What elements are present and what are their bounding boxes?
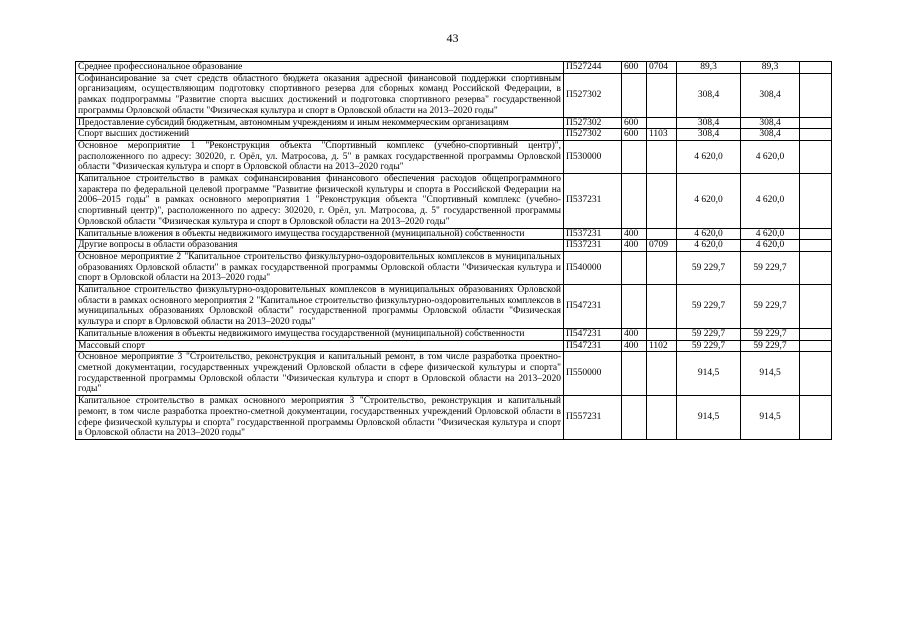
amount-cell: 89,3 bbox=[677, 62, 741, 74]
amount-total-cell: 308,4 bbox=[741, 73, 800, 117]
amount-cell: 308,4 bbox=[677, 73, 741, 117]
section-cell bbox=[647, 73, 677, 117]
expense-type-cell bbox=[622, 73, 647, 117]
empty-cell bbox=[800, 285, 832, 329]
target-code-cell: П527302 bbox=[564, 73, 622, 117]
amount-total-cell: 914,5 bbox=[741, 396, 800, 440]
empty-cell bbox=[800, 62, 832, 74]
empty-cell bbox=[800, 174, 832, 229]
table-body bbox=[76, 62, 832, 440]
target-code-cell: П537231 bbox=[564, 240, 622, 252]
table-row bbox=[76, 117, 832, 129]
amount-cell: 308,4 bbox=[677, 117, 741, 129]
table-row bbox=[76, 140, 832, 173]
section-cell bbox=[647, 328, 677, 340]
target-code-cell: П527302 bbox=[564, 129, 622, 141]
item-name-cell: Массовый спорт bbox=[76, 340, 564, 352]
amount-total-cell: 914,5 bbox=[741, 352, 800, 396]
amount-cell: 59 229,7 bbox=[677, 340, 741, 352]
expense-type-cell bbox=[622, 251, 647, 284]
empty-cell bbox=[800, 328, 832, 340]
empty-cell bbox=[800, 340, 832, 352]
section-cell bbox=[647, 352, 677, 396]
table-row bbox=[76, 129, 832, 141]
empty-cell bbox=[800, 117, 832, 129]
item-name-cell: Капитальные вложения в объекты недвижимого имущества государственной (муниципальной) собственности bbox=[76, 228, 564, 240]
amount-total-cell: 4 620,0 bbox=[741, 240, 800, 252]
section-cell bbox=[647, 251, 677, 284]
expense-type-cell bbox=[622, 396, 647, 440]
table-row bbox=[76, 73, 832, 117]
amount-total-cell: 308,4 bbox=[741, 117, 800, 129]
amount-cell: 4 620,0 bbox=[677, 174, 741, 229]
expense-type-cell bbox=[622, 285, 647, 329]
amount-cell: 914,5 bbox=[677, 352, 741, 396]
section-cell bbox=[647, 174, 677, 229]
table-row bbox=[76, 396, 832, 440]
item-name-cell: Другие вопросы в области образования bbox=[76, 240, 564, 252]
item-name-cell: Капитальные вложения в объекты недвижимого имущества государственной (муниципальной) собственности bbox=[76, 328, 564, 340]
amount-total-cell: 59 229,7 bbox=[741, 328, 800, 340]
table-row bbox=[76, 251, 832, 284]
section-cell: 0704 bbox=[647, 62, 677, 74]
table-row bbox=[76, 285, 832, 329]
expense-type-cell: 600 bbox=[622, 117, 647, 129]
expense-type-cell: 600 bbox=[622, 129, 647, 141]
amount-cell: 308,4 bbox=[677, 129, 741, 141]
amount-total-cell: 59 229,7 bbox=[741, 285, 800, 329]
expense-type-cell: 400 bbox=[622, 228, 647, 240]
target-code-cell: П547231 bbox=[564, 328, 622, 340]
amount-cell: 4 620,0 bbox=[677, 240, 741, 252]
item-name-cell: Капитальное строительство в рамках софинансирования финансового обеспечения расходов общепрограммного характера по федеральной целевой программе "Развитие физической культуры и спорта в Российской Федерации на 2006–2015 годы" в рамках основного мероприятия 1 "Реконструкция объекта "Спортивный комплекс (учебно-спортивный центр)", расположенного по адресу: 302020, г. Орёл, ул. Матросова, д. 5" государственной программы Орловской области "Физическая культура и спорт в Орловской области на 2013–2020 годы" bbox=[76, 174, 564, 229]
amount-total-cell: 4 620,0 bbox=[741, 140, 800, 173]
target-code-cell: П540000 bbox=[564, 251, 622, 284]
empty-cell bbox=[800, 129, 832, 141]
target-code-cell: П527244 bbox=[564, 62, 622, 74]
section-cell bbox=[647, 396, 677, 440]
page-number: 43 bbox=[446, 31, 459, 45]
section-cell bbox=[647, 228, 677, 240]
table-row bbox=[76, 328, 832, 340]
amount-total-cell: 308,4 bbox=[741, 129, 800, 141]
expense-type-cell: 400 bbox=[622, 240, 647, 252]
table-row bbox=[76, 340, 832, 352]
empty-cell bbox=[800, 396, 832, 440]
section-cell: 1103 bbox=[647, 129, 677, 141]
empty-cell bbox=[800, 240, 832, 252]
section-cell bbox=[647, 117, 677, 129]
target-code-cell: П530000 bbox=[564, 140, 622, 173]
amount-total-cell: 59 229,7 bbox=[741, 251, 800, 284]
table-row bbox=[76, 174, 832, 229]
item-name-cell: Капитальное строительство в рамках основного мероприятия 3 "Строительство, реконструкция и капитальный ремонт, в том числе разработка проектно-сметной документации, государственных учреждений Орловской области в сфере физической культуры и спорта" государственной программы Орловской области "Физическая культура и спорт в Орловской области на 2013–2020 годы" bbox=[76, 396, 564, 440]
empty-cell bbox=[800, 140, 832, 173]
amount-cell: 59 229,7 bbox=[677, 251, 741, 284]
target-code-cell: П550000 bbox=[564, 352, 622, 396]
item-name-cell: Основное мероприятие 3 "Строительство, реконструкция и капитальный ремонт, в том числе разработка проектно-сметной документации, государственных учреждений Орловской области в сфере физической культуры и спорта" государственной программы Орловской области "Физическая культура и спорт в Орловской области на 2013–2020 годы" bbox=[76, 352, 564, 396]
section-cell: 0709 bbox=[647, 240, 677, 252]
table-row bbox=[76, 228, 832, 240]
empty-cell bbox=[800, 251, 832, 284]
amount-total-cell: 59 229,7 bbox=[741, 340, 800, 352]
empty-cell bbox=[800, 352, 832, 396]
target-code-cell: П537231 bbox=[564, 174, 622, 229]
table-row bbox=[76, 352, 832, 396]
amount-cell: 59 229,7 bbox=[677, 285, 741, 329]
item-name-cell: Основное мероприятие 2 "Капитальное строительство физкультурно-оздоровительных комплексов в муниципальных образованиях Орловской области" в рамках государственной программы Орловской области "Физическая культура и спорт в Орловской области на 2013–2020 годы" bbox=[76, 251, 564, 284]
target-code-cell: П547231 bbox=[564, 340, 622, 352]
item-name-cell: Предоставление субсидий бюджетным, автономным учреждениям и иным некоммерческим организациям bbox=[76, 117, 564, 129]
expense-type-cell: 400 bbox=[622, 328, 647, 340]
expense-type-cell bbox=[622, 352, 647, 396]
empty-cell bbox=[800, 73, 832, 117]
section-cell: 1102 bbox=[647, 340, 677, 352]
item-name-cell: Среднее профессиональное образование bbox=[76, 62, 564, 74]
target-code-cell: П527302 bbox=[564, 117, 622, 129]
target-code-cell: П537231 bbox=[564, 228, 622, 240]
expense-type-cell bbox=[622, 140, 647, 173]
section-cell bbox=[647, 140, 677, 173]
target-code-cell: П547231 bbox=[564, 285, 622, 329]
budget-table bbox=[75, 61, 832, 440]
amount-total-cell: 4 620,0 bbox=[741, 228, 800, 240]
empty-cell bbox=[800, 228, 832, 240]
amount-total-cell: 89,3 bbox=[741, 62, 800, 74]
expense-type-cell bbox=[622, 174, 647, 229]
expense-type-cell: 600 bbox=[622, 62, 647, 74]
expense-type-cell: 400 bbox=[622, 340, 647, 352]
item-name-cell: Капитальное строительство физкультурно-оздоровительных комплексов в муниципальных образованиях Орловской области в рамках основного мероприятия 2 "Капитальное строительство физкультурно-оздоровительных комплексов в муниципальных образованиях Орловской области" государственной программы Орловской области "Физическая культура и спорт в Орловской области на 2013–2020 годы" bbox=[76, 285, 564, 329]
item-name-cell: Основное мероприятие 1 "Реконструкция объекта "Спортивный комплекс (учебно-спортивный центр)", расположенного по адресу: 302020, г. Орёл, ул. Матросова, д. 5" в рамках государственной программы Орловской области "Физическая культура и спорт в Орловской области на 2013–2020 годы" bbox=[76, 140, 564, 173]
amount-cell: 59 229,7 bbox=[677, 328, 741, 340]
table-row bbox=[76, 62, 832, 74]
amount-cell: 4 620,0 bbox=[677, 228, 741, 240]
item-name-cell: Софинансирование за счет средств областного бюджета оказания адресной финансовой поддержки спортивным организациям, осуществляющим подготовку спортивного резерва для сборных команд Российской Федерации, в рамках подпрограммы "Развитие спорта высших достижений и подготовка спортивного резерва" государственной программы Орловской области "Физическая культура и спорт в Орловской области на 2013–2020 годы" bbox=[76, 73, 564, 117]
section-cell bbox=[647, 285, 677, 329]
item-name-cell: Спорт высших достижений bbox=[76, 129, 564, 141]
amount-total-cell: 4 620,0 bbox=[741, 174, 800, 229]
table-row bbox=[76, 240, 832, 252]
amount-cell: 4 620,0 bbox=[677, 140, 741, 173]
amount-cell: 914,5 bbox=[677, 396, 741, 440]
target-code-cell: П557231 bbox=[564, 396, 622, 440]
